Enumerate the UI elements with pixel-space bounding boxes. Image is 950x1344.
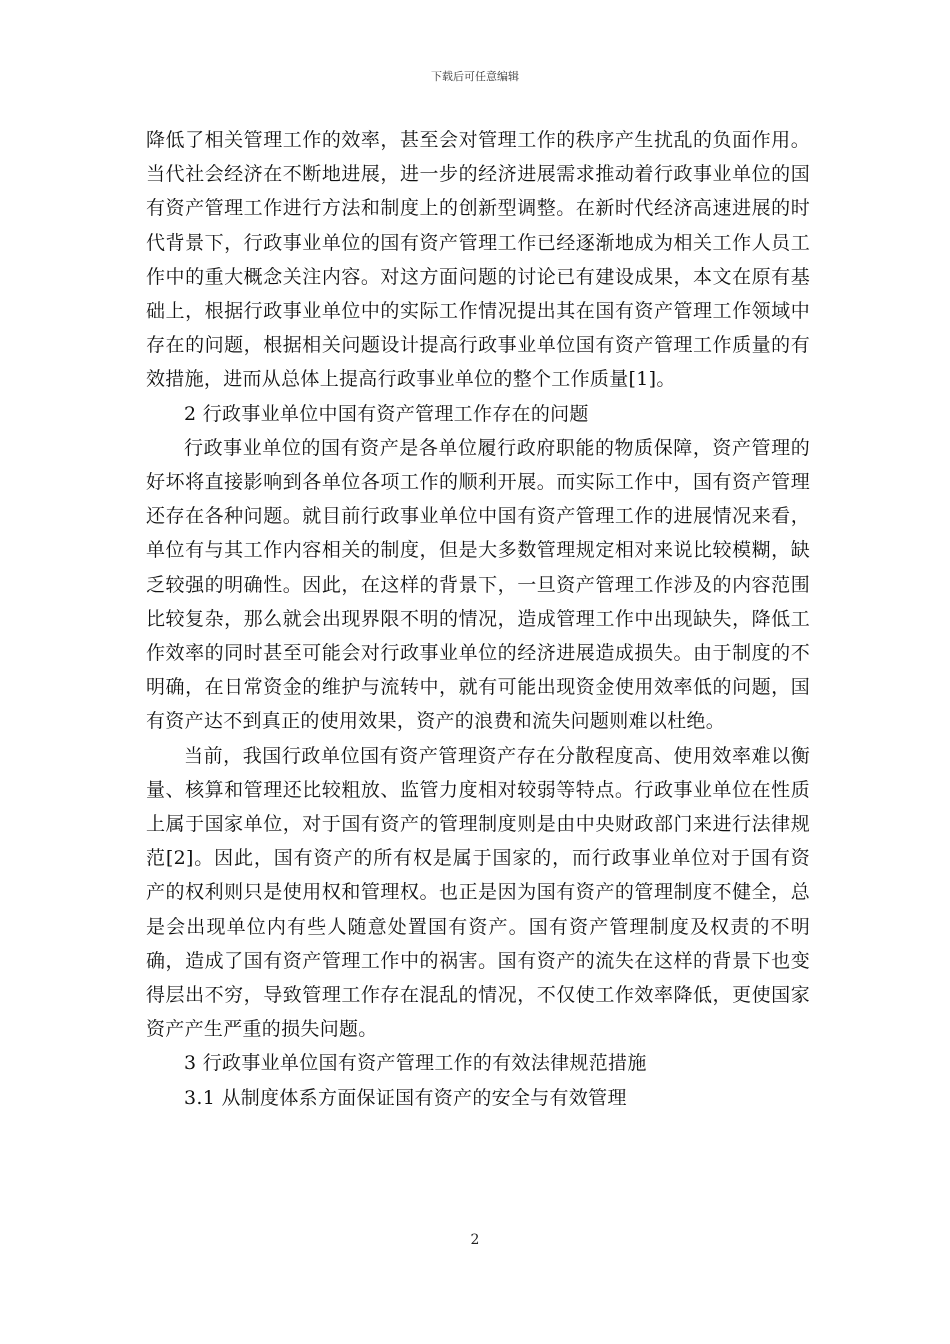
document-body — [146, 123, 810, 1115]
subsection-heading-3-1: 3.1 从制度体系方面保证国有资产的安全与有效管理 — [184, 1086, 627, 1109]
paragraph-problems: 行政事业单位的国有资产是各单位履行政府职能的物质保障，资产管理的好坏将直接影响到各单位各项工作的顺利开展。而实际工作中，国有资产管理还存在各种问题。就目前行政事业单位中国有资产管理工作的进展情况来看，单位有与其工作内容相关的制度，但是大多数管理规定相对来说比较模糊，缺乏较强的明确性。因此，在这样的背景下，一旦资产管理工作涉及的内容范围比较复杂，那么就会出现界限不明的情况，造成管理工作中出现缺失，降低工作效率的同时甚至可能会对行政事业单位的经济进展造成损失。由于制度的不明确，在日常资金的维护与流转中，就有可能出现资金使用效率低的问题，国有资产达不到真正的使用效果，资产的浪费和流失问题则难以杜绝。 — [146, 436, 810, 733]
paragraph-current-state: 当前，我国行政单位国有资产管理资产存在分散程度高、使用效率难以衡量、核算和管理还比较粗放、监管力度相对较弱等特点。行政事业单位在性质上属于国家单位，对于国有资产的管理制度则是由中央财政部门来进行法律规范[2]。因此，国有资产的所有权是属于国家的，而行政事业单位对于国有资产的权利则只是使用权和管理权。也正是因为国有资产的管理制度不健全，总是会出现单位内有些人随意处置国有资产。国有资产管理制度及权责的不明确，造成了国有资产管理工作中的祸害。国有资产的流失在这样的背景下也变得层出不穷，导致管理工作存在混乱的情况，不仅使工作效率降低，更使国家资产产生严重的损失问题。 — [146, 744, 810, 1041]
page-header-note: 下载后可任意编辑 — [431, 70, 519, 83]
section-heading-2: 2 行政事业单位中国有资产管理工作存在的问题 — [184, 402, 589, 425]
section-heading-3: 3 行政事业单位国有资产管理工作的有效法律规范措施 — [184, 1052, 647, 1075]
page-number: 2 — [470, 1232, 480, 1248]
paragraph-intro-continuation: 降低了相关管理工作的效率，甚至会对管理工作的秩序产生扰乱的负面作用。当代社会经济在不断地进展，进一步的经济进展需求推动着行政事业单位的国有资产管理工作进行方法和制度上的创新型调整。在新时代经济高速进展的时代背景下，行政事业单位的国有资产管理工作已经逐渐地成为相关工作人员工作中的重大概念关注内容。对这方面问题的讨论已有建设成果，本文在原有基础上，根据行政事业单位中的实际工作情况提出其在国有资产管理工作领域中存在的问题，根据相关问题设计提高行政事业单位国有资产管理工作质量的有效措施，进而从总体上提高行政事业单位的整个工作质量[1]。 — [146, 129, 810, 391]
